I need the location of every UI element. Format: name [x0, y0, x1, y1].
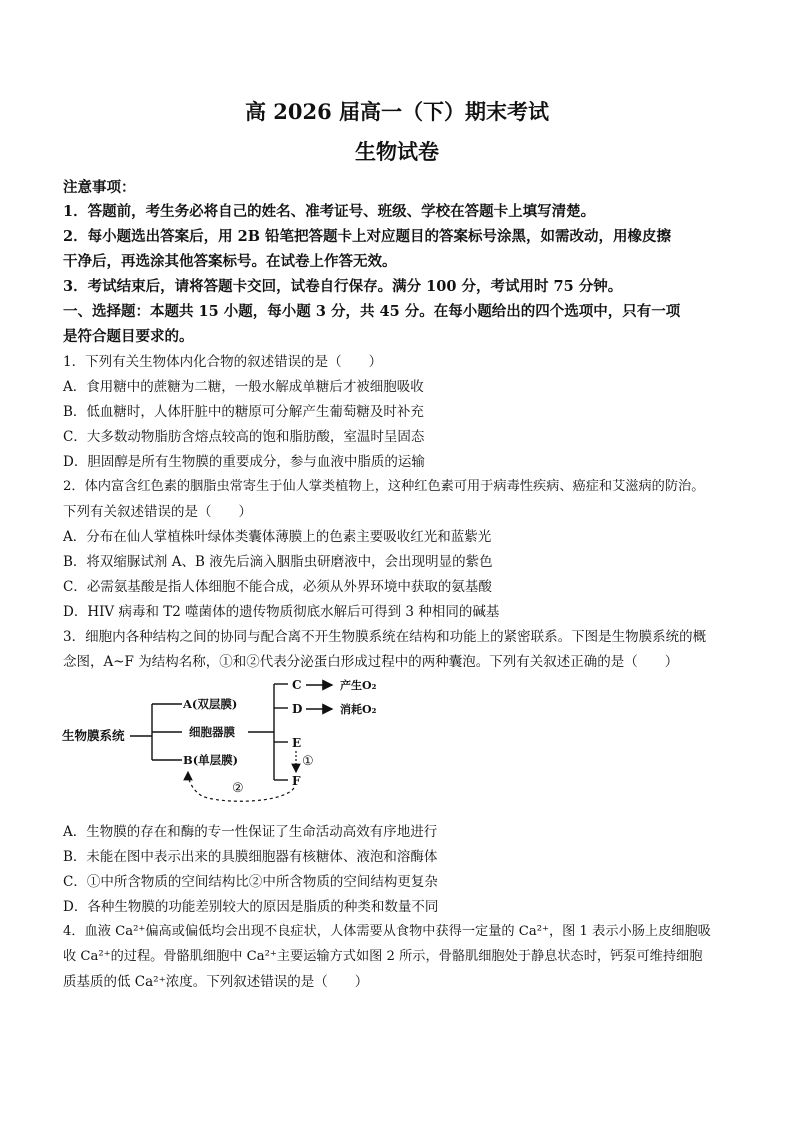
- q3-option-d: D．各种生物膜的功能差别较大的原因是脂质的种类和数量不同: [63, 899, 439, 915]
- subject-title: 生物试卷: [355, 139, 439, 164]
- section-heading-cont: 是符合题目要求的。: [63, 328, 194, 345]
- q3-option-a: A．生物膜的存在和酶的专一性保证了生命活动高效有序地进行: [63, 824, 438, 840]
- diagram-node-c: C: [292, 678, 302, 692]
- q1-option-b: B．低血糖时，人体肝脏中的糖原可分解产生葡萄糖及时补充: [63, 404, 424, 420]
- notice-item-2: 2．每小题选出答案后，用 2B 铅笔把答题卡上对应题目的答案标号涂黑，如需改动，用橡皮擦: [63, 228, 672, 245]
- q2-stem: 2．体内富含红色素的胭脂虫常寄生于仙人掌类植物上，这种红色素可用于病毒性疾病、癌症和艾滋病的防治。: [63, 479, 705, 494]
- q1-option-c: C．大多数动物脂肪含熔点较高的饱和脂肪酸，室温时呈固态: [63, 429, 425, 445]
- diagram-vesicle-2-label: ②: [232, 781, 244, 796]
- q1-option-d: D．胆固醇是所有生物膜的重要成分，参与血液中脂质的运输: [63, 454, 425, 470]
- notice-item-3: 3．考试结束后，请将答题卡交回，试卷自行保存。满分 100 分，考试用时 75 分钟。: [63, 278, 623, 295]
- diagram-vesicle-1-label: ①: [302, 754, 314, 769]
- exam-title: 高 2026 届高一（下）期末考试: [244, 99, 550, 124]
- q3-option-b: B．未能在图中表示出来的具膜细胞器有核糖体、液泡和溶酶体: [63, 849, 438, 865]
- q4-stem: 4．血液 Ca²⁺偏高或偏低均会出现不良症状，人体需要从食物中获得一定量的 Ca²⁺，图 1 表示小肠上皮细胞吸: [63, 924, 711, 939]
- q2-option-d: D．HIV 病毒和 T2 噬菌体的遗传物质彻底水解后可得到 3 种相同的碱基: [63, 604, 500, 620]
- q2-option-c: C．必需氨基酸是指人体细胞不能合成，必须从外界环境中获取的氨基酸: [63, 579, 492, 595]
- membrane-system-diagram: [60, 672, 400, 808]
- q3-option-c: C．①中所含物质的空间结构比②中所含物质的空间结构更复杂: [63, 874, 438, 890]
- diagram-node-a: A(双层膜): [183, 697, 238, 711]
- q1-option-a: A．食用糖中的蔗糖为二糖，一般水解成单糖后才被细胞吸收: [63, 379, 424, 395]
- notice-heading: 注意事项：: [63, 179, 136, 196]
- diagram-node-f: F: [292, 774, 301, 788]
- q2-option-b: B．将双缩脲试剂 A、B 液先后滴入胭脂虫研磨液中，会出现明显的紫色: [63, 554, 493, 570]
- q3-stem-cont: 念图，A~F 为结构名称，①和②代表分泌蛋白形成过程中的两种囊泡。下列有关叙述正确的是（ ）: [63, 654, 679, 670]
- q4-stem-cont-2: 质基质的低 Ca²⁺浓度。下列叙述错误的是（ ）: [63, 974, 369, 990]
- section-heading: 一、选择题：本题共 15 小题，每小题 3 分，共 45 分。在每小题给出的四个选项中，只有一项: [63, 303, 681, 320]
- diagram-node-e: E: [292, 736, 302, 750]
- diagram-node-b: B(单层膜): [183, 753, 239, 767]
- q2-stem-cont: 下列有关叙述错误的是（ ）: [63, 504, 252, 520]
- notice-item-1: 1．答题前，考生务必将自己的姓名、准考证号、班级、学校在答题卡上填写清楚。: [63, 203, 596, 220]
- q2-option-a: A．分布在仙人掌植株叶绿体类囊体薄膜上的色素主要吸收红光和蓝紫光: [63, 529, 492, 545]
- diagram-d-output: 消耗O₂: [340, 703, 377, 716]
- diagram-root-label: 生物膜系统: [62, 728, 125, 743]
- diagram-c-output: 产生O₂: [340, 679, 377, 692]
- q3-stem: 3．细胞内各种结构之间的协同与配合离不开生物膜系统在结构和功能上的紧密联系。下图是生物膜系统的概: [63, 629, 707, 645]
- diagram-node-d: D: [292, 702, 303, 716]
- diagram-node-organelle: 细胞器膜: [189, 725, 235, 739]
- q1-stem: 1．下列有关生物体内化合物的叙述错误的是（ ）: [63, 354, 383, 370]
- q4-stem-cont: 收 Ca²⁺的过程。骨骼肌细胞中 Ca²⁺主要运输方式如图 2 所示，骨骼肌细胞处于静息状态时，钙泵可维持细胞: [63, 949, 703, 964]
- notice-item-2-cont: 干净后，再选涂其他答案标号。在试卷上作答无效。: [63, 253, 397, 270]
